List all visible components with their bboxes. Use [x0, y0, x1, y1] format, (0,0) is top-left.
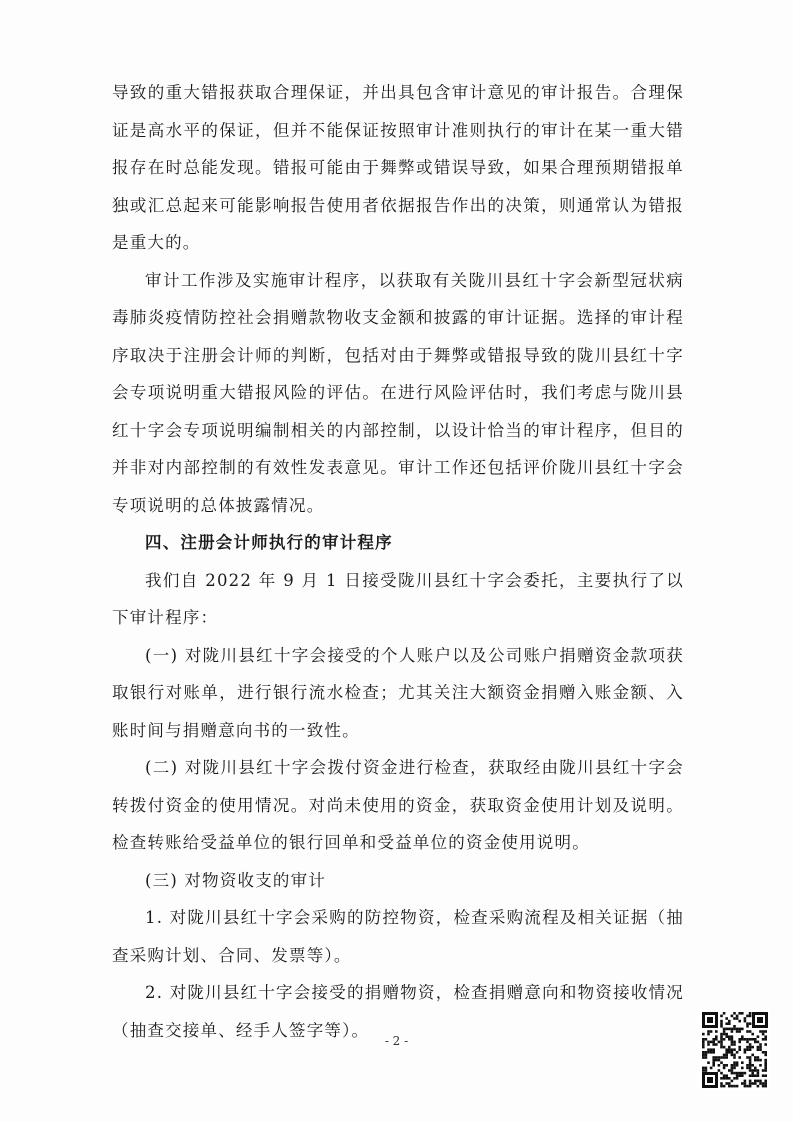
- paragraph-7: 1. 对陇川县红十字会采购的防控物资，检查采购流程及相关证据（抽查采购计划、合同、发票等）。: [112, 908, 684, 965]
- paragraph-8: 2. 对陇川县红十字会接受的捐赠物资，检查捐赠意向和物资接收情况（抽查交接单、经手人签字等）。: [112, 983, 684, 1040]
- paragraph-3: 我们自 2022 年 9 月 1 日接受陇川县红十字会委托，主要执行了以下审计程序：: [112, 570, 684, 627]
- section-heading: 四、注册会计师执行的审计程序: [145, 533, 393, 552]
- paragraph-2: 审计工作涉及实施审计程序，以获取有关陇川县红十字会新型冠状病毒肺炎疫情防控社会捐赠款物收支金额和披露的审计证据。选择的审计程序取决于注册会计师的判断，包括对由于舞弊或错报导致的陇川县红十字会专项说明重大错报风险的评估。在进行风险评估时，我们考虑与陇川县红十字会专项说明编制相关的内部控制，以设计恰当的审计程序，但目的并非对内部控制的有效性发表意见。审计工作还包括评价陇川县红十字会专项说明的总体披露情况。: [112, 270, 684, 515]
- page-number: - 2 -: [384, 1034, 409, 1048]
- paragraph-5: (二) 对陇川县红十字会拨付资金进行检查，获取经由陇川县红十字会转拨付资金的使用情况。对尚未使用的资金，获取资金使用计划及说明。检查转账给受益单位的银行回单和受益单位的资金使用说明。: [112, 758, 684, 852]
- paragraph-1: 导致的重大错报获取合理保证，并出具包含审计意见的审计报告。合理保证是高水平的保证，但并不能保证按照审计准则执行的审计在某一重大错报存在时总能发现。错报可能由于舞弊或错误导致，如果合理预期错报单独或汇总起来可能影响报告使用者依据报告作出的决策，则通常认为错报是重大的。: [112, 83, 684, 252]
- paragraph-4: (一) 对陇川县红十字会接受的个人账户以及公司账户捐赠资金款项获取银行对账单，进行银行流水检查；尤其关注大额资金捐赠入账金额、入账时间与捐赠意向书的一致性。: [112, 645, 684, 740]
- paragraph-6: (三) 对物资收支的审计: [145, 870, 327, 890]
- qr-code-icon: [700, 1010, 770, 1090]
- document-body: [112, 74, 684, 1049]
